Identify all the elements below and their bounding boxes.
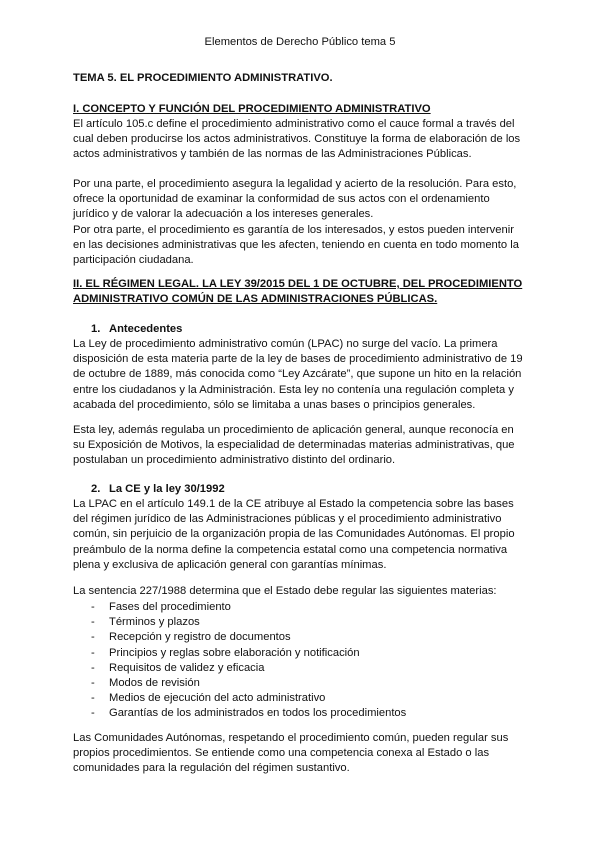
section-1-paragraph-3: Por otra parte, el procedimiento es garantía de los interesados, y estos pueden intervenir en las decisiones administrativas que les afecten, teniendo en cuenta en todo momento la participación ciudadana. [73, 224, 519, 267]
subsection-2-paragraph-3: Las Comunidades Autónomas, respetando el procedimiento común, pueden regular sus propios procedimientos. Se entiende como una competencia conexa al Estado o las comunidades para la regulación del régimen sustantivo. [73, 732, 509, 775]
list-item [91, 691, 406, 706]
list-marker: - [91, 601, 95, 613]
list-item-text: Requisitos de validez y eficacia [109, 661, 265, 674]
list-marker: - [91, 631, 95, 644]
subsection-2-number: 2. [91, 483, 101, 495]
subsection-1-heading [91, 322, 182, 337]
list-marker: - [91, 616, 95, 629]
list-marker: - [91, 646, 95, 659]
list-item-text: Recepción y registro de documentos [109, 631, 291, 644]
list-item [91, 706, 406, 721]
subsection-2-paragraph-2: La sentencia 227/1988 determina que el Estado debe regular las siguientes materias: [73, 585, 497, 597]
list-marker: - [91, 707, 95, 720]
subsection-2-heading [91, 482, 225, 497]
section-1-heading: I. CONCEPTO Y FUNCIÓN DEL PROCEDIMIENTO ADMINISTRATIVO [73, 103, 431, 115]
subsection-1-label: Antecedentes [109, 323, 183, 335]
subsection-1-paragraph-2: Esta ley, además regulaba un procedimiento de aplicación general, aunque reconocía en su Exposición de Motivos, la especialidad de determinadas materias administrativas, que postulaban un procedimiento administrativo distinto del ordinario. [73, 424, 515, 467]
subsection-2-paragraph-1: La LPAC en el artículo 149.1 de la CE atribuye al Estado la competencia sobre las bases del régimen jurídico de las Administraciones públicas y el procedimiento administrativo común, sin perjuicio de la organización propia de las Comunidades Autónomas. El propio preámbulo de la norma define la competencia estatal como una competencia normativa plena y exclusiva de aplicación general con garantías mínimas. [73, 498, 515, 571]
list-item [91, 600, 406, 615]
section-1-paragraph-1: El artículo 105.c define el procedimiento administrativo como el cauce formal a través del cual deben producirse los actos administrativos. Constituye la forma de elaboración de los actos administrativos y también de las normas de las Administraciones Públicas. [73, 118, 521, 161]
list-item [91, 615, 406, 630]
list-item-text: Garantías de los administrados en todos los procedimientos [109, 707, 407, 720]
list-item-text: Principios y reglas sobre elaboración y notificación [109, 646, 360, 659]
list-item [91, 676, 406, 691]
list-marker: - [91, 661, 95, 674]
list-marker: - [91, 676, 95, 689]
subsection-2-label: La CE y la ley 30/1992 [109, 483, 225, 495]
page-header: Elementos de Derecho Público tema 5 [204, 36, 396, 48]
list-item-text: Medios de ejecución del acto administrativo [109, 692, 326, 705]
list-item-text: Modos de revisión [109, 676, 200, 689]
section-1-paragraph-2: Por una parte, el procedimiento asegura la legalidad y acierto de la resolución. Para esto, ofrece la oportunidad de examinar la conformidad de sus actos con el ordenamiento jurídico y de valorar la adecuación a los intereses generales. [73, 178, 517, 221]
list-item [91, 661, 406, 676]
document-title: TEMA 5. EL PROCEDIMIENTO ADMINISTRATIVO. [73, 72, 333, 84]
subsection-1-paragraph-1: La Ley de procedimiento administrativo común (LPAC) no surge del vacío. La primera disposición de esta materia parte de la ley de bases de procedimiento administrativo de 19 de octubre de 1889, más conocida como “Ley Azcárate”, que supone un hito en la relación entre los ciudadanos y la Administración. Esta ley no contenía una regulación completa y acabada del procedimiento, sólo se limitaba a unas bases o principios generales. [73, 338, 523, 411]
list-marker: - [91, 692, 95, 705]
materias-list [91, 600, 406, 722]
section-2-heading: II. EL RÉGIMEN LEGAL. LA LEY 39/2015 DEL 1 DE OCTUBRE, DEL PROCEDIMIENTO ADMINISTRATIVO COMÚN DE LAS ADMINISTRACIONES PÚBLICAS. [73, 278, 523, 306]
list-item [91, 646, 406, 661]
subsection-1-number: 1. [91, 323, 101, 335]
list-item [91, 630, 406, 645]
list-item-text: Términos y plazos [109, 616, 200, 629]
list-item-text: Fases del procedimiento [109, 601, 231, 613]
